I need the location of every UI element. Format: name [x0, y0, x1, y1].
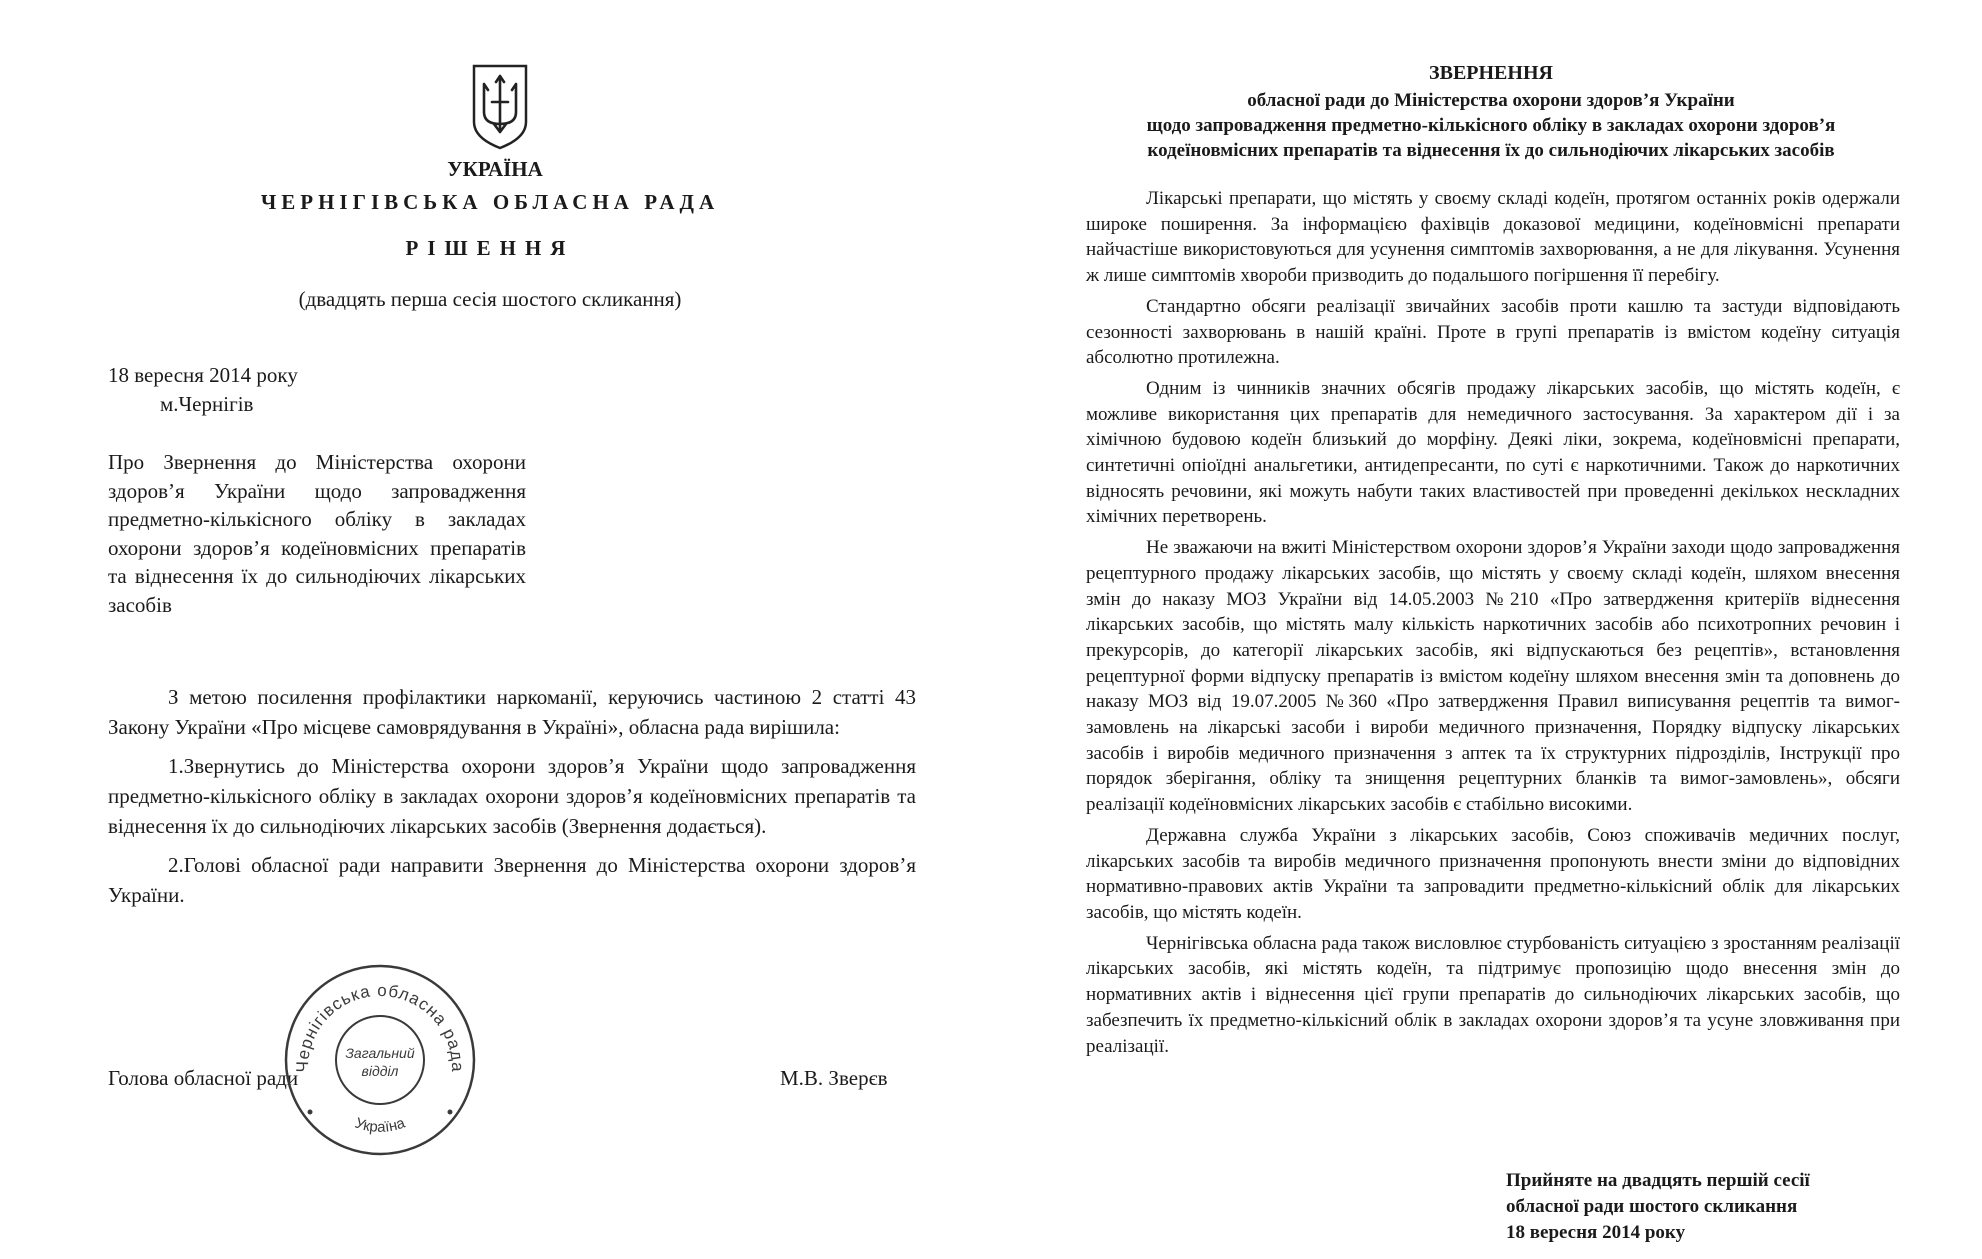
decision-paragraph: З метою посилення профілактики наркоманії, керуючись частиною 2 статті 43 Закону України «Про місцеве самоврядування в Україні», обласна рада вирішила: [108, 685, 916, 739]
appeal-subtitle-line: щодо запровадження предметно-кількісного обліку в закладах охорони здоров’я [1146, 115, 1836, 136]
stamp-outer-text: Чернігівська обласна рада [292, 980, 468, 1073]
appeal-paragraph: Стандартно обсяги реалізації звичайних засобів проти кашлю та застуди відповідають сезонності захворювань в нашій країні. Проте в групі препаратів із вмістом кодеїну ситуація абсолютно протилежна. [1086, 295, 1900, 369]
decision-date: 18 вересня 2014 року [108, 363, 298, 387]
decision-paragraph: 2.Голові обласної ради направити Звернення до Міністерства охорони здоров’я України. [108, 853, 916, 907]
appeal-paragraph: Лікарські препарати, що містять у своєму складі кодеїн, протягом останніх років одержали широке поширення. За інформацією фахівців доказової медицини, кодеїновмісні препарати найчастіше використовуються для усунення симптомів захворювання, а не для лікування. Усунення ж лише симптомів хвороби призводить до подальшого погіршення її перебігу. [1086, 188, 1900, 287]
appeal-subtitle-line: кодеїновмісних препаратів та віднесення їх до сильнодіючих лікарських засобів [1147, 140, 1835, 161]
council-heading: ЧЕРНІГІВСЬКА ОБЛАСНА РАДА [260, 190, 720, 214]
signatory-name: М.В. Зверєв [780, 1066, 888, 1090]
decision-city: м.Чернігів [160, 392, 254, 416]
appeal-paragraph: Державна служба України з лікарських засобів, Союз споживачів медичних послуг, лікарських засобів та виробів медичного призначення пропонують внести зміни до відповідних нормативно-правових актів України та запровадити предметно-кількісний облік для лікарських засобів, що містять кодеїн. [1086, 824, 1900, 923]
country-heading: УКРАЇНА [447, 157, 543, 181]
appeal-body [1086, 186, 1900, 1064]
decision-body [108, 682, 916, 919]
appeal-paragraph: Одним із чинників значних обсягів продажу лікарських засобів, що містять кодеїн, є можливе використання цих препаратів для немедичного застосування. За характером дії і за хімічною будовою кодеїн близький до морфіну. Деякі ліки, зокрема, кодеїновмісні препарати, синтетичні опіоїдні анальгетики, антидепресанти, по суті є наркотичними. Також до наркотичних відносять речовини, які можуть набути таких властивостей при проведенні декількох нескладних хімічних перетворень. [1086, 377, 1900, 528]
document-type-heading: РІШЕННЯ [405, 236, 575, 260]
stamp-inner-text-2: відділ [361, 1063, 399, 1079]
appeal-paragraph: Не зважаючи на вжиті Міністерством охорони здоров’я України заходи щодо запровадження рецептурного продажу лікарських засобів, що містять у своєму складі кодеїн, шляхом внесення змін до наказу МОЗ України від 14.05.2003 №210 «Про затвердження критеріїв віднесення лікарських засобів, що містять малу кількість наркотичних засобів або психотропних речовин і прекурсорів, до категорії лікарських засобів, які відпускаються без рецептів», встановлення рецептурної форми відпуску препаратів із вмістом кодеїну шляхом внесення змін та доповнень до наказу МОЗ від 19.07.2005 №360 «Про затвердження Правил виписування рецептів та вимог-замовлень на лікарські засоби і вироби медичного призначення, Порядку відпуску лікарських засобів і виробів медичного призначення з аптек та їх структурних підрозділів, Інструкції про порядок зберігання, обліку та знищення рецептурних бланків та вимог-замовлень», обсяги реалізації кодеїновмісних лікарських засобів є стабільно високими. [1086, 537, 1900, 816]
adoption-note-line: Прийняте на двадцять першій сесії [1506, 1170, 1810, 1191]
adoption-note-line: 18 вересня 2014 року [1506, 1222, 1686, 1243]
signatory-title: Голова обласної ради [108, 1066, 299, 1090]
appeal-title: ЗВЕРНЕННЯ [1429, 62, 1553, 84]
appeal-page [1000, 0, 1982, 1259]
trident-emblem-icon [470, 62, 530, 150]
appeal-subtitle-line: обласної ради до Міністерства охорони здоров’я України [1247, 90, 1735, 111]
round-seal-stamp [280, 960, 480, 1160]
stamp-bottom-text: Україна [352, 1114, 408, 1136]
appeal-paragraph: Чернігівська обласна рада також висловлює стурбованість ситуацією з зростанням реалізації лікарських засобів, які містять кодеїн, та підтримує пропозицію щодо внесення змін до нормативних актів і віднесення цієї групи препаратів до сильнодіючих лікарських засобів, що забезпечить їх предметно-кількісний облік в закладах охорони здоров’я та усуне зловживання при реалізації. [1086, 932, 1900, 1057]
adoption-note-line: обласної ради шостого скликання [1506, 1196, 1798, 1217]
adoption-note [1506, 1168, 1886, 1246]
decision-paragraph: 1.Звернутись до Міністерства охорони здоров’я України щодо запровадження предметно-кількісного обліку в закладах охорони здоров’я кодеїновмісних препаратів та віднесення їх до сильнодіючих лікарських засобів (Звернення додається). [108, 754, 916, 838]
appeal-subtitle [1080, 88, 1902, 163]
session-line: (двадцять перша сесія шостого скликання) [298, 287, 682, 311]
stamp-inner-text-1: Загальний [345, 1045, 415, 1061]
svg-text:Україна [353, 1114, 408, 1136]
decision-page [0, 0, 980, 1259]
decision-subject: Про Звернення до Міністерства охорони здоров’я України щодо запровадження предметно-кількісного обліку в закладах охорони здоров’я кодеїновмісних препаратів та віднесення їх до сильнодіючих лікарських засобів [108, 450, 526, 617]
